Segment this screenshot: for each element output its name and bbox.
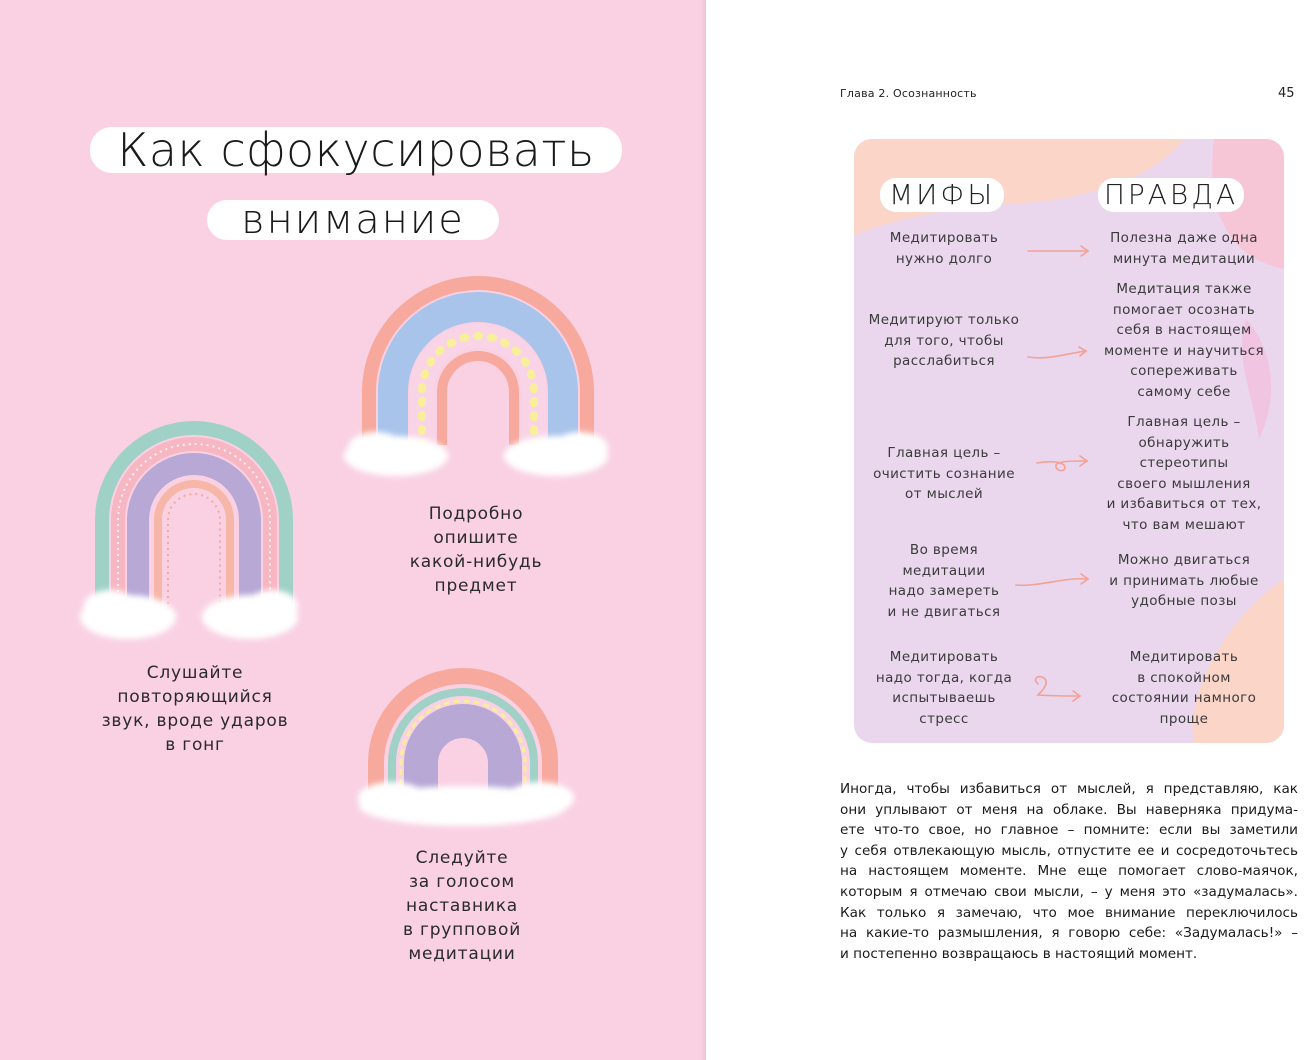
cell-line: и не двигаться	[887, 603, 1001, 620]
rainbow-illustration-left	[80, 428, 298, 639]
cell-line: минута медитации	[1112, 250, 1256, 267]
body-line: на какие-то размышления, я говорю себе: «Задумалась!» –	[840, 925, 1298, 942]
truth-cell	[1092, 550, 1276, 612]
cell-line: Главная цель –	[1127, 414, 1241, 430]
body-line: Как только я замечаю, что мое внимание переключилось	[840, 904, 1298, 921]
running-head: Глава 2. Осознанность	[840, 87, 977, 100]
truth-cell	[1092, 279, 1276, 402]
cell-line: Можно двигаться	[1117, 552, 1251, 568]
cloud-icon	[80, 590, 298, 639]
caption-line: за голосом	[408, 872, 516, 892]
cell-line: проще	[1159, 710, 1209, 727]
cell-line: моменте и научиться	[1103, 342, 1265, 359]
cell-line: испытываешь	[892, 690, 996, 706]
right-page	[706, 0, 1306, 1060]
cell-line: Медитировать	[889, 230, 999, 246]
myth-cell	[858, 310, 1030, 372]
caption-line: повторяющийся	[117, 687, 273, 707]
page-title-line-1: Как сфокусировать	[90, 127, 622, 173]
myths-truth-card	[854, 139, 1284, 743]
rainbow-illustration-top	[344, 283, 608, 476]
truth-cell	[1092, 412, 1276, 535]
myths-header: МИФЫ	[880, 178, 1004, 212]
caption-line: Слушайте	[146, 663, 244, 683]
myth-cell	[858, 228, 1030, 269]
cell-line: нужно долго	[895, 250, 993, 267]
cell-line: расслабиться	[893, 353, 995, 369]
caption-line: Следуйте	[415, 848, 509, 868]
caption-line: опишите	[433, 528, 519, 548]
arrow-icon	[1028, 246, 1088, 256]
cell-line: и принимать любые	[1109, 572, 1259, 589]
cell-line: Медитировать	[889, 649, 999, 665]
cloud-icon	[344, 432, 608, 476]
cell-line: и избавиться от тех,	[1106, 496, 1262, 512]
caption-follow	[372, 846, 552, 966]
cell-line: Полезна даже одна	[1110, 230, 1258, 246]
body-paragraph	[840, 779, 1298, 964]
myth-cell	[858, 647, 1030, 729]
cell-line: для того, чтобы	[884, 332, 1004, 349]
body-line: на настоящем моменте. Мне еще помогает слово-маячок,	[840, 863, 1298, 880]
caption-line: какой-нибудь	[409, 552, 543, 572]
cell-line: самому себе	[1137, 383, 1231, 400]
cell-line: очистить сознание	[873, 465, 1015, 482]
page-number: 45	[1278, 86, 1295, 101]
body-line: ете что-то свое, но главное – помните: если вы заметили	[840, 822, 1298, 839]
body-line: у себя отвлекающую мысль, отпустите ее и сосредоточьтесь	[840, 842, 1298, 859]
cell-line: что вам мешают	[1122, 516, 1246, 533]
caption-line: предмет	[434, 576, 518, 596]
cell-line: состоянии намного	[1111, 690, 1257, 706]
caption-line: Подробно	[428, 504, 524, 524]
rainbow-illustration-bottom	[358, 676, 574, 826]
body-line: Иногда, чтобы избавиться от мыслей, я представляю, как	[840, 781, 1298, 797]
cell-line: стереотипы	[1139, 455, 1229, 471]
caption-describe	[386, 502, 566, 598]
truth-header: ПРАВДА	[1098, 178, 1244, 212]
caption-line: звук, вроде ударов	[101, 711, 289, 731]
arrow-icon	[1037, 456, 1087, 471]
cell-line: удобные позы	[1131, 593, 1237, 609]
truth-cell	[1092, 647, 1276, 729]
cell-line: сопереживать	[1130, 363, 1238, 379]
cell-line: помогает осознать	[1112, 301, 1256, 318]
cell-line: стресс	[919, 710, 969, 727]
cell-line: Медитация также	[1116, 281, 1252, 297]
caption-line: в гонг	[165, 735, 225, 755]
body-line: и постепенно возвращаюсь в настоящий момент.	[840, 945, 1198, 962]
myth-cell	[858, 540, 1030, 622]
arrow-icon	[1036, 677, 1080, 701]
cell-line: Медитируют только	[868, 312, 1020, 328]
cell-line: надо замереть	[888, 583, 1000, 599]
myth-cell	[858, 443, 1030, 505]
cloud-icon	[358, 782, 574, 826]
arrow-icon	[1028, 347, 1086, 358]
body-line: которым я отмечаю свои мысли, – у меня это «задумалась».	[840, 883, 1298, 900]
body-line: они уплывают от меня на облаке. Вы наверняка придума-	[840, 801, 1298, 818]
caption-line: в групповой	[402, 920, 522, 940]
cell-line: себя в настоящем	[1116, 322, 1252, 338]
caption-line: наставника	[405, 896, 519, 916]
cell-line: от мыслей	[905, 486, 983, 502]
cell-line: надо тогда, когда	[875, 669, 1013, 686]
cell-line: медитации	[902, 562, 986, 579]
cell-line: своего мышления	[1117, 475, 1251, 492]
caption-line: медитации	[408, 944, 516, 964]
cell-line: обнаружить	[1138, 434, 1230, 451]
cell-line: Главная цель –	[887, 445, 1001, 461]
truth-cell	[1092, 228, 1276, 269]
caption-listen	[90, 661, 300, 757]
cell-line: в спокойном	[1137, 669, 1231, 686]
page-title-line-2: внимание	[207, 200, 499, 240]
cell-line: Во время	[909, 542, 979, 558]
cell-line: Медитировать	[1129, 649, 1239, 665]
